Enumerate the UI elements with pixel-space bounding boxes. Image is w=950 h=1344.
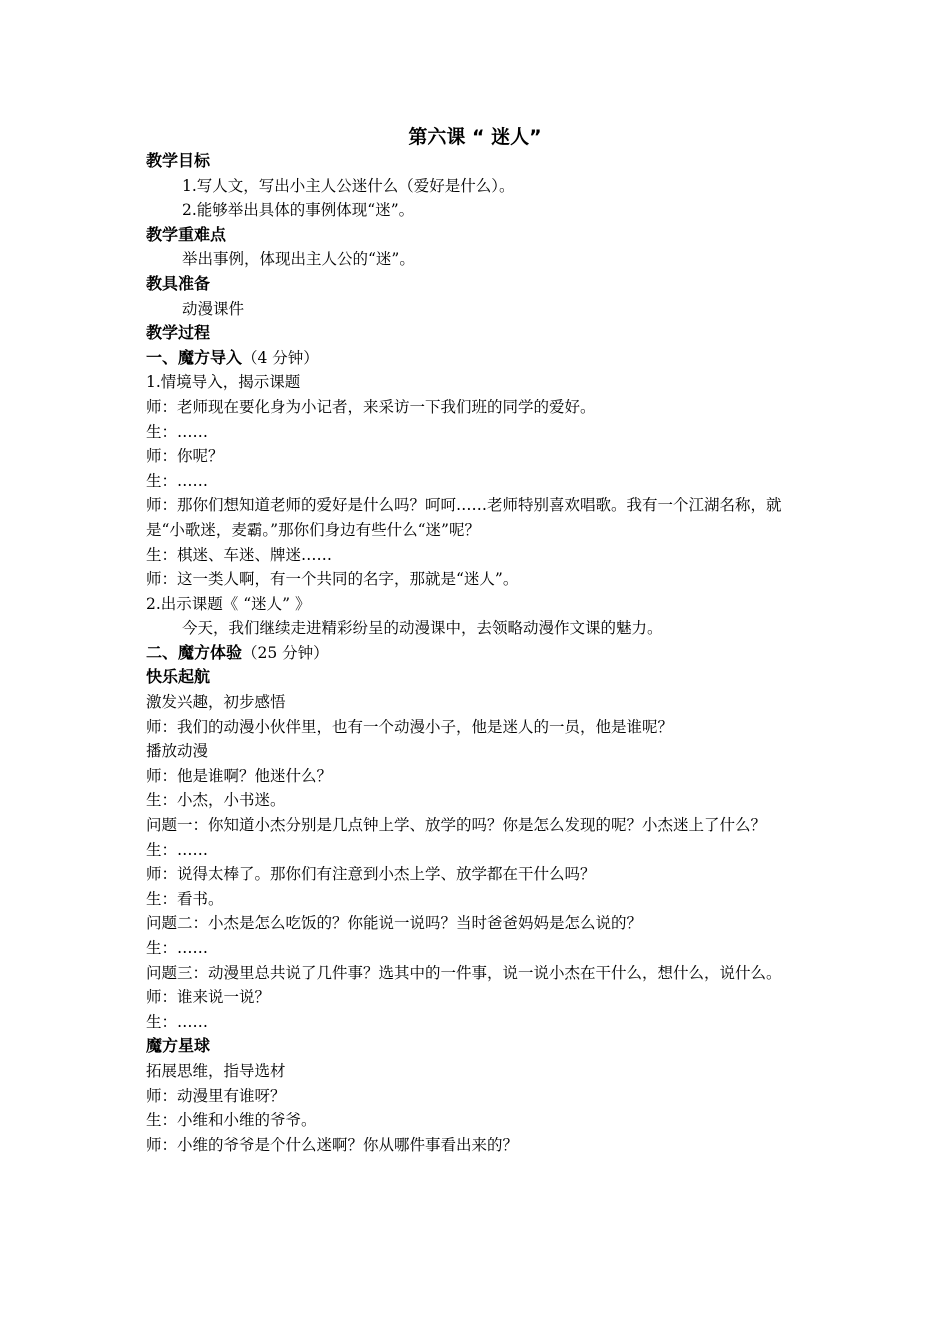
goal-item: 1.写人文，写出小主人公迷什么（爱好是什么）。 <box>182 176 515 195</box>
paragraph: 师：老师现在要化身为小记者，来采访一下我们班的同学的爱好。 <box>146 397 596 416</box>
paragraph: 拓展思维，指导选材 <box>146 1061 286 1080</box>
paragraph: 问题一：你知道小杰分别是几点钟上学、放学的吗？你是怎么发现的呢？小杰迷上了什么？ <box>146 816 767 835</box>
goal-item: 2.能够举出具体的事例体现“迷”。 <box>182 201 415 220</box>
subsection-heading: 快乐起航 <box>146 667 211 687</box>
lesson-title: 第六课 “ 迷人” <box>408 126 542 148</box>
paragraph: 生：…… <box>146 471 209 490</box>
lesson-body <box>146 149 816 1157</box>
part1-time: （4 分钟） <box>242 348 319 367</box>
tools-heading: 教具准备 <box>146 273 211 293</box>
paragraph: 师：小维的爷爷是个什么迷啊？你从哪件事看出来的？ <box>146 1135 519 1154</box>
paragraph: 播放动漫 <box>146 742 209 761</box>
paragraph: 师：他是谁啊？他迷什么？ <box>146 766 333 785</box>
paragraph: 生：小杰，小书迷。 <box>146 791 286 810</box>
paragraph: 生：棋迷、车迷、牌迷…… <box>146 545 333 564</box>
paragraph: 2.出示课题《 “迷人” 》 <box>146 594 311 613</box>
part2-title: 二、魔方体验 <box>146 642 243 662</box>
paragraph: 生：…… <box>146 840 209 859</box>
paragraph: 今天，我们继续走进精彩纷呈的动漫课中，去领略动漫作文课的魅力。 <box>182 619 663 638</box>
key-points-heading: 教学重难点 <box>146 224 227 244</box>
paragraph: 师：你呢？ <box>146 447 224 466</box>
part2-heading <box>146 641 816 666</box>
paragraph: 师：那你们想知道老师的爱好是什么吗？呵呵……老师特别喜欢唱歌。我有一个江湖名称，就是“小歌迷，麦霸。”那你们身边有些什么“迷”呢？ <box>146 496 782 539</box>
paragraph: 生：…… <box>146 1012 209 1031</box>
paragraph: 师：说得太棒了。那你们有注意到小杰上学、放学都在干什么吗？ <box>146 865 596 884</box>
paragraph: 问题三：动漫里总共说了几件事？选其中的一件事，说一说小杰在干什么，想什么，说什么。 <box>146 963 782 982</box>
key-points-text: 举出事例，体现出主人公的“迷”。 <box>182 250 415 269</box>
goals-heading: 教学目标 <box>146 151 211 170</box>
paragraph: 激发兴趣，初步感悟 <box>146 693 286 712</box>
paragraph: 1.情境导入，揭示课题 <box>146 373 301 392</box>
tools-text: 动漫课件 <box>182 299 245 318</box>
part1-title: 一、魔方导入 <box>146 347 243 367</box>
part1-heading <box>146 346 816 371</box>
paragraph: 师：谁来说一说？ <box>146 988 271 1007</box>
paragraph: 生：看书。 <box>146 889 224 908</box>
paragraph: 师：我们的动漫小伙伴里，也有一个动漫小子，他是迷人的一员，他是谁呢？ <box>146 717 674 736</box>
part2-time: （25 分钟） <box>242 643 329 662</box>
paragraph: 师：动漫里有谁呀？ <box>146 1086 286 1105</box>
paragraph: 生：…… <box>146 422 209 441</box>
paragraph: 问题二：小杰是怎么吃饭的？你能说一说吗？当时爸爸妈妈是怎么说的？ <box>146 914 643 933</box>
paragraph: 生：小维和小维的爷爷。 <box>146 1111 317 1130</box>
paragraph: 生：…… <box>146 939 209 957</box>
process-heading: 教学过程 <box>146 323 211 343</box>
paragraph: 师：这一类人啊，有一个共同的名字，那就是“迷人”。 <box>146 570 519 589</box>
subsection-heading: 魔方星球 <box>146 1036 211 1056</box>
